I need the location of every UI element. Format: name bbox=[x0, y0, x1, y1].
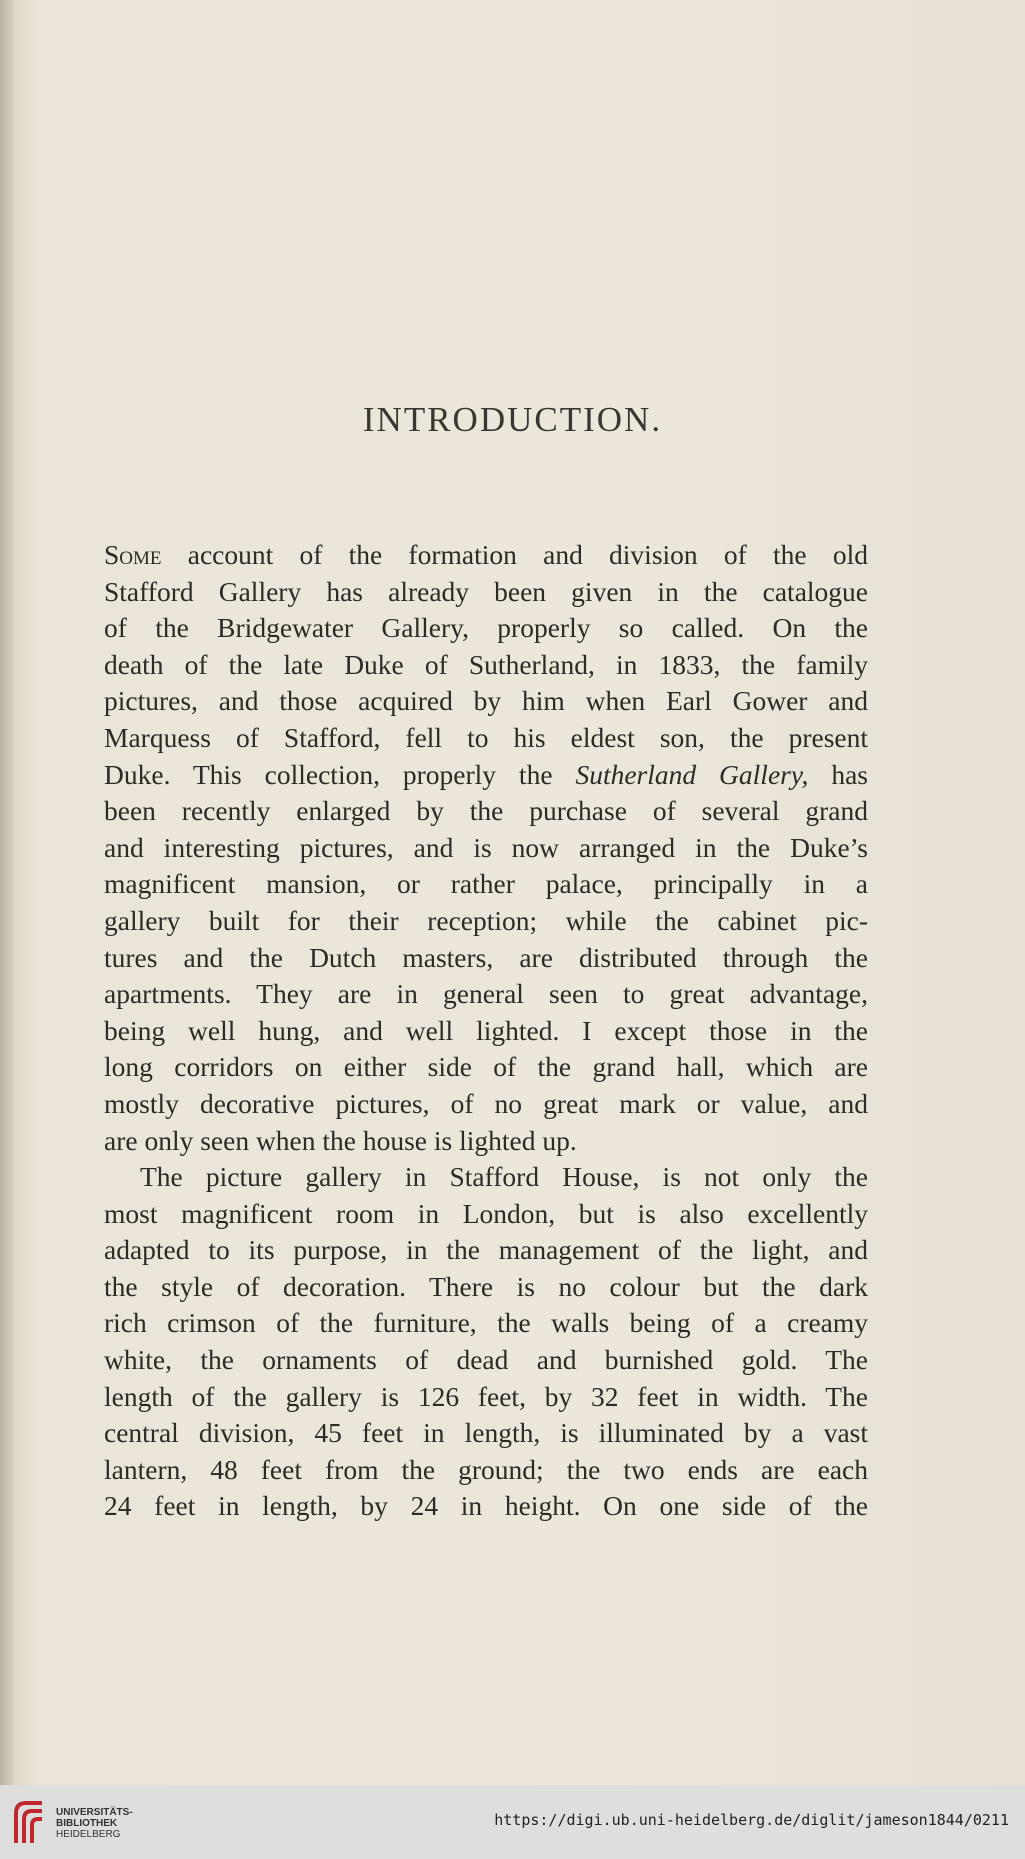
text-line: been recently enlarged by the purchase of several grand bbox=[104, 795, 868, 827]
text-line: central division, 45 feet in length, is illuminated by a vast bbox=[104, 1417, 868, 1449]
viewer-footer bbox=[0, 1785, 1025, 1859]
text-line: and interesting pictures, and is now arranged in the Duke’s bbox=[104, 831, 868, 863]
text-line: pictures, and those acquired by him when Earl Gower and bbox=[104, 685, 868, 717]
text-line: length of the gallery is 126 feet, by 32 feet in width. The bbox=[104, 1380, 868, 1412]
text-line: Duke. This collection, properly the Sutherland Gallery, has bbox=[104, 758, 868, 790]
ub-heidelberg-logo-icon bbox=[12, 1799, 48, 1845]
text-line: Marquess of Stafford, fell to his eldest son, the present bbox=[104, 721, 868, 753]
text-line: 24 feet in length, by 24 in height. On one side of the bbox=[104, 1490, 868, 1522]
institution-name: UNIVERSITÄTS- BIBLIOTHEK HEIDELBERG bbox=[56, 1807, 133, 1840]
gallery-name-italic: Sutherland Gallery, bbox=[575, 758, 809, 790]
text-line: rich crimson of the furniture, the walls being of a creamy bbox=[104, 1307, 868, 1339]
page-spine-shadow bbox=[0, 0, 14, 1785]
text-line: long corridors on either side of the grand hall, which are bbox=[104, 1051, 868, 1083]
text-line: white, the ornaments of dead and burnished gold. The bbox=[104, 1344, 868, 1376]
source-url-link[interactable]: https://digi.ub.uni-heidelberg.de/diglit/jameson1844/0211 bbox=[494, 1811, 1009, 1829]
text-line: mostly decorative pictures, of no great mark or value, and bbox=[104, 1087, 868, 1119]
drop-word: Some bbox=[104, 539, 162, 570]
text-line: the style of decoration. There is no colour but the dark bbox=[104, 1270, 868, 1302]
text-line: most magnificent room in London, but is also excellently bbox=[104, 1197, 868, 1229]
text-line: The picture gallery in Stafford House, is not only the bbox=[140, 1161, 868, 1193]
text-line: Some account of the formation and division of the old bbox=[104, 539, 868, 570]
body-text bbox=[104, 537, 868, 1525]
text-line: gallery built for their reception; while the cabinet pic- bbox=[104, 904, 868, 936]
text-line: apartments. They are in general seen to great advantage, bbox=[104, 978, 868, 1010]
text-line: adapted to its purpose, in the management of the light, and bbox=[104, 1234, 868, 1266]
text-line: tures and the Dutch masters, are distributed through the bbox=[104, 941, 868, 973]
text-line: lantern, 48 feet from the ground; the two ends are each bbox=[104, 1453, 868, 1485]
text-line: are only seen when the house is lighted up. bbox=[104, 1124, 577, 1156]
text-line: death of the late Duke of Sutherland, in 1833, the family bbox=[104, 648, 868, 680]
page-title: INTRODUCTION. bbox=[362, 400, 663, 439]
text-line: Stafford Gallery has already been given in the catalogue bbox=[104, 575, 868, 607]
text-line: of the Bridgewater Gallery, properly so called. On the bbox=[104, 612, 868, 644]
text-line: magnificent mansion, or rather palace, principally in a bbox=[104, 868, 868, 900]
text-line: being well hung, and well lighted. I except those in the bbox=[104, 1014, 868, 1046]
